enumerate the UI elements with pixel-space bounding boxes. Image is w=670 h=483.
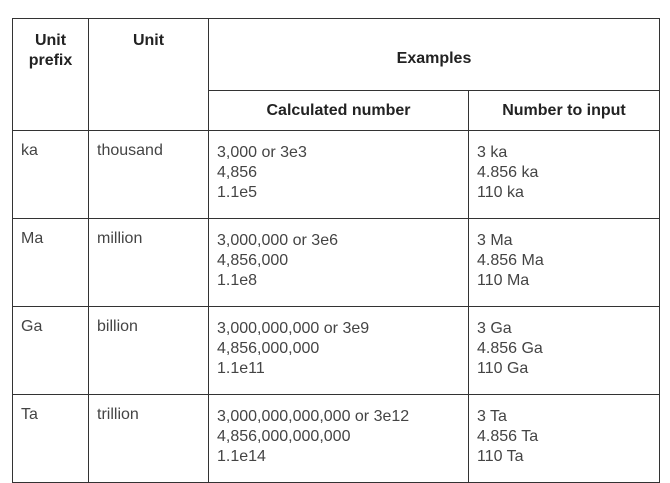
- header-unit-label: Unit: [132, 32, 165, 49]
- input-value: 110 Ma: [477, 272, 530, 289]
- calculated-value: 3,000,000 or 3e6: [217, 232, 338, 249]
- calculated-value: 4,856,000: [217, 252, 289, 269]
- calculated-value: 3,000,000,000 or 3e9: [217, 320, 370, 337]
- number-to-input-cell: [469, 395, 660, 483]
- table-row: [13, 395, 660, 483]
- input-value: 110 Ga: [477, 360, 529, 377]
- input-value: 110 ka: [477, 184, 524, 201]
- calculated-value: 3,000 or 3e3: [217, 144, 307, 161]
- header-unit-prefix: [13, 19, 89, 131]
- unit-cell: trillion: [89, 395, 209, 483]
- table-row: [13, 131, 660, 219]
- prefix-cell: Ma: [13, 219, 89, 307]
- input-value: 4.856 Ma: [477, 252, 544, 269]
- input-value: 3 Ta: [477, 408, 507, 425]
- header-calculated-number: Calculated number: [209, 91, 469, 131]
- unit-cell: billion: [89, 307, 209, 395]
- calculated-value: 4,856: [217, 164, 258, 181]
- header-unit-prefix-line2: prefix: [28, 52, 73, 69]
- calculated-number-cell: [209, 131, 469, 219]
- input-value: 4.856 ka: [477, 164, 539, 181]
- header-examples: Examples: [209, 19, 660, 91]
- input-value: 110 Ta: [477, 448, 524, 465]
- table-row: [13, 219, 660, 307]
- calculated-value: 1.1e11: [217, 360, 265, 377]
- prefix-cell: ka: [13, 131, 89, 219]
- input-value: 3 Ma: [477, 232, 513, 249]
- number-to-input-cell: [469, 219, 660, 307]
- input-value: 3 Ga: [477, 320, 512, 337]
- input-value: 4.856 Ta: [477, 428, 539, 445]
- header-row: [13, 19, 660, 91]
- calculated-value: 4,856,000,000,000: [217, 428, 351, 445]
- calculated-value: 1.1e5: [217, 184, 258, 201]
- prefix-cell: Ta: [13, 395, 89, 483]
- input-value: 4.856 Ga: [477, 340, 543, 357]
- table-row: [13, 307, 660, 395]
- number-to-input-cell: [469, 131, 660, 219]
- header-number-to-input: Number to input: [469, 91, 660, 131]
- calculated-number-cell: [209, 307, 469, 395]
- prefix-cell: Ga: [13, 307, 89, 395]
- unit-cell: thousand: [89, 131, 209, 219]
- calculated-value: 1.1e8: [217, 272, 258, 289]
- calculated-number-cell: [209, 219, 469, 307]
- input-value: 3 ka: [477, 144, 508, 161]
- calculated-number-cell: [209, 395, 469, 483]
- unit-cell: million: [89, 219, 209, 307]
- calculated-value: 4,856,000,000: [217, 340, 320, 357]
- calculated-value: 3,000,000,000,000 or 3e12: [217, 408, 410, 425]
- header-unit-prefix-line1: Unit: [34, 32, 67, 49]
- header-unit: [89, 19, 209, 131]
- calculated-value: 1.1e14: [217, 448, 266, 465]
- number-to-input-cell: [469, 307, 660, 395]
- unit-prefix-table: [12, 18, 660, 483]
